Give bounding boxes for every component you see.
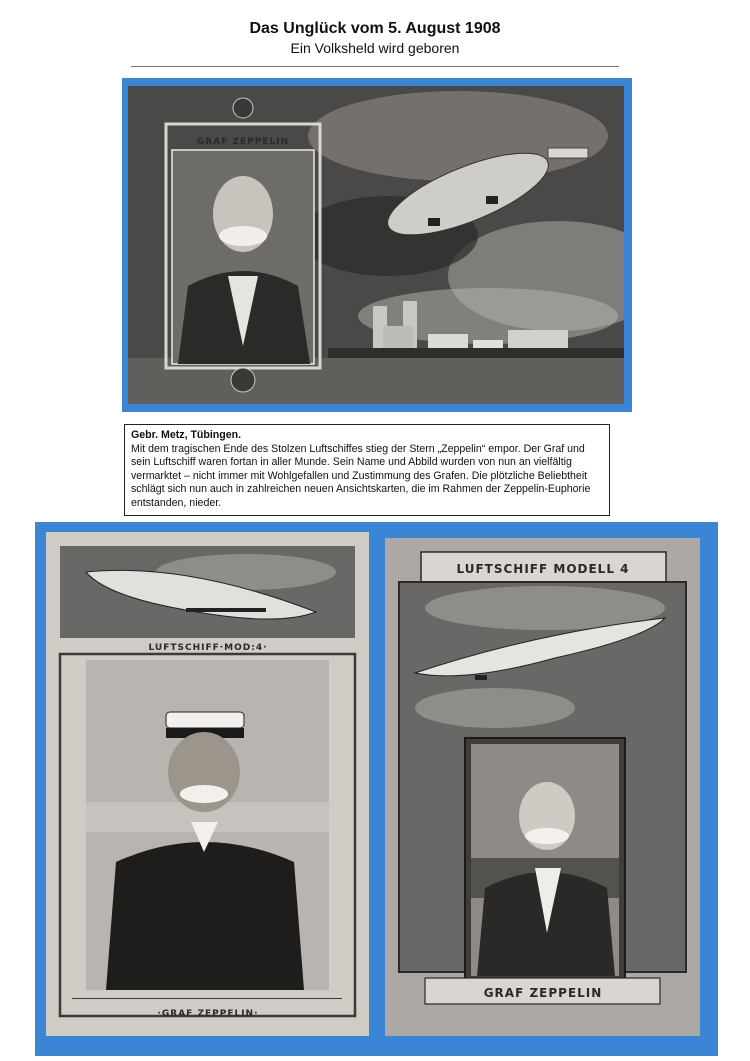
portrait-frame-label: GRAF ZEPPELIN	[196, 137, 290, 147]
page-subtitle: Ein Volksheld wird geboren	[290, 40, 460, 56]
right-name-label: GRAF ZEPPELIN	[483, 986, 603, 1000]
cloud	[308, 91, 608, 181]
top-postcard-illustration	[128, 86, 624, 404]
title-divider	[131, 66, 619, 67]
top-postcard	[128, 86, 624, 404]
lake	[128, 358, 624, 404]
caption-box	[124, 424, 610, 516]
right-postcard-illustration	[385, 538, 700, 1036]
cloud	[415, 688, 575, 728]
left-postcard-illustration	[46, 532, 369, 1036]
caption-text: Mit dem tragischen Ende des Stolzen Luftschiffes stieg der Stern „Zeppelin“ empor. Der Graf und sein Luftschiff waren fortan in aller Munde. Sein Name und Abbild wurden von nun an vielfältig vermarktet – nicht immer mit Wohlgefallen und Zustimmung des Grafen. Die plötzliche Beliebtheit schlägt sich nun auch in zahlreichen neuen Ansichtskarten, die im Rahmen der Zeppelin-Euphorie entstanden, nieder.	[131, 442, 591, 509]
page-title: Das Unglück vom 5. August 1908	[249, 20, 501, 37]
right-postcard	[385, 538, 700, 1036]
left-postcard	[46, 532, 369, 1036]
left-model-label: LUFTSCHIFF·MOD:4·	[148, 643, 268, 653]
right-model-label: LUFTSCHIFF MODELL 4	[456, 562, 630, 576]
caption-heading: Gebr. Metz, Tübingen.	[131, 429, 242, 441]
left-name-label: ·GRAF ZEPPELIN·	[157, 1009, 259, 1019]
